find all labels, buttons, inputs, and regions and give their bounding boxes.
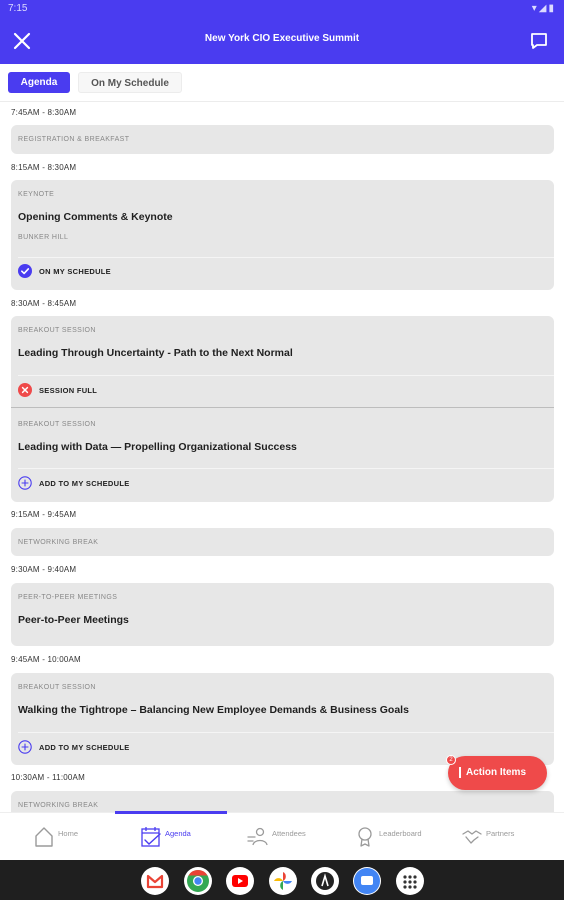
time-slot: 8:15AM - 8:30AM <box>11 163 77 172</box>
launcher-icon[interactable] <box>311 867 339 895</box>
action-label: ON MY SCHEDULE <box>39 267 111 276</box>
tab-agenda[interactable]: Agenda <box>8 72 70 93</box>
time-slot: 7:45AM - 8:30AM <box>11 108 77 117</box>
nav-label: Agenda <box>165 829 191 838</box>
card-divider <box>18 375 554 376</box>
agenda-card-registration[interactable] <box>11 125 554 154</box>
agenda-card-breakouts <box>11 316 554 502</box>
time-slot: 9:45AM - 10:00AM <box>11 655 81 664</box>
error-circle-icon <box>18 383 32 397</box>
card-divider <box>18 468 554 469</box>
agenda-list[interactable] <box>0 102 564 812</box>
add-circle-icon <box>18 740 32 754</box>
gmail-glyph <box>141 867 169 895</box>
session-type-label: NETWORKING BREAK <box>18 539 99 546</box>
calendar-check-icon <box>140 825 162 849</box>
action-items-button[interactable] <box>448 756 547 790</box>
nav-label: Home <box>58 829 79 838</box>
status-bar <box>0 0 564 18</box>
app-header <box>0 18 564 64</box>
tab-on-my-schedule[interactable]: On My Schedule <box>78 72 182 93</box>
nav-label: Partners <box>486 829 515 838</box>
action-label: ADD TO MY SCHEDULE <box>39 479 130 488</box>
card-divider <box>18 732 554 733</box>
session-type-label: PEER-TO-PEER MEETINGS <box>18 594 118 601</box>
messages-glyph <box>353 867 381 895</box>
session-title: Opening Comments & Keynote <box>18 211 173 223</box>
session-type-label: KEYNOTE <box>18 191 55 198</box>
handshake-icon <box>461 825 483 849</box>
launcher-glyph <box>311 867 339 895</box>
photos-glyph <box>269 867 297 895</box>
time-slot: 9:30AM - 9:40AM <box>11 565 77 574</box>
gmail-icon[interactable] <box>141 867 169 895</box>
chat-button[interactable] <box>528 30 550 52</box>
session-title: Peer-to-Peer Meetings <box>18 614 129 626</box>
time-slot: 8:30AM - 8:45AM <box>11 299 77 308</box>
messages-icon[interactable] <box>353 867 381 895</box>
home-icon <box>33 825 55 849</box>
attendees-icon <box>247 825 269 849</box>
time-slot: 10:30AM - 11:00AM <box>11 773 85 782</box>
session-location: BUNKER HILL <box>18 234 69 241</box>
nav-leaderboard[interactable] <box>329 813 441 861</box>
trophy-icon <box>354 825 376 849</box>
nav-attendees[interactable] <box>222 813 334 861</box>
add-circle-icon <box>18 476 32 490</box>
session-type-label: NETWORKING BREAK <box>18 802 99 809</box>
session-type-label: BREAKOUT SESSION <box>18 421 96 428</box>
taskbar <box>0 860 564 900</box>
agenda-card-peer-to-peer[interactable] <box>11 583 554 646</box>
nav-agenda[interactable] <box>115 813 227 861</box>
youtube-icon[interactable] <box>226 867 254 895</box>
alert-icon <box>459 767 461 778</box>
nav-label: Leaderboard <box>379 829 422 838</box>
agenda-card-keynote[interactable] <box>11 180 554 290</box>
session-type-label: BREAKOUT SESSION <box>18 684 96 691</box>
time-slot: 9:15AM - 9:45AM <box>11 510 77 519</box>
card-divider <box>18 257 554 258</box>
agenda-card-tightrope[interactable] <box>11 673 554 765</box>
session-type-label: BREAKOUT SESSION <box>18 327 96 334</box>
check-circle-icon <box>18 264 32 278</box>
photos-icon[interactable] <box>269 867 297 895</box>
nav-partners[interactable] <box>436 813 548 861</box>
session-title: Walking the Tightrope – Balancing New Employee Demands & Business Goals <box>18 704 409 716</box>
agenda-tabs <box>0 64 564 102</box>
session-title: Leading Through Uncertainty - Path to the Next Normal <box>18 347 293 359</box>
status-icons: ▾◢▮ <box>531 3 556 14</box>
app-drawer-glyph <box>396 867 424 895</box>
agenda-card-networking[interactable] <box>11 791 554 812</box>
status-time: 7:15 <box>8 3 28 14</box>
action-label: SESSION FULL <box>39 386 98 395</box>
bottom-navigation <box>0 812 564 860</box>
session-separator <box>11 407 554 408</box>
session-type-label: REGISTRATION & BREAKFAST <box>18 136 130 143</box>
chat-icon <box>528 30 550 52</box>
agenda-card-networking[interactable] <box>11 528 554 556</box>
app-drawer-icon[interactable] <box>396 867 424 895</box>
nav-home[interactable] <box>8 813 120 861</box>
notification-badge: 2 <box>446 755 456 765</box>
nav-label: Attendees <box>272 829 306 838</box>
close-icon <box>10 29 34 53</box>
chrome-icon[interactable] <box>184 867 212 895</box>
page-title: New York CIO Executive Summit <box>204 33 360 44</box>
youtube-glyph <box>226 867 254 895</box>
action-label: ADD TO MY SCHEDULE <box>39 743 130 752</box>
session-title: Leading with Data — Propelling Organizational Success <box>18 441 297 453</box>
chrome-glyph <box>184 867 212 895</box>
close-button[interactable] <box>10 29 34 53</box>
fab-label: Action Items <box>466 767 527 778</box>
